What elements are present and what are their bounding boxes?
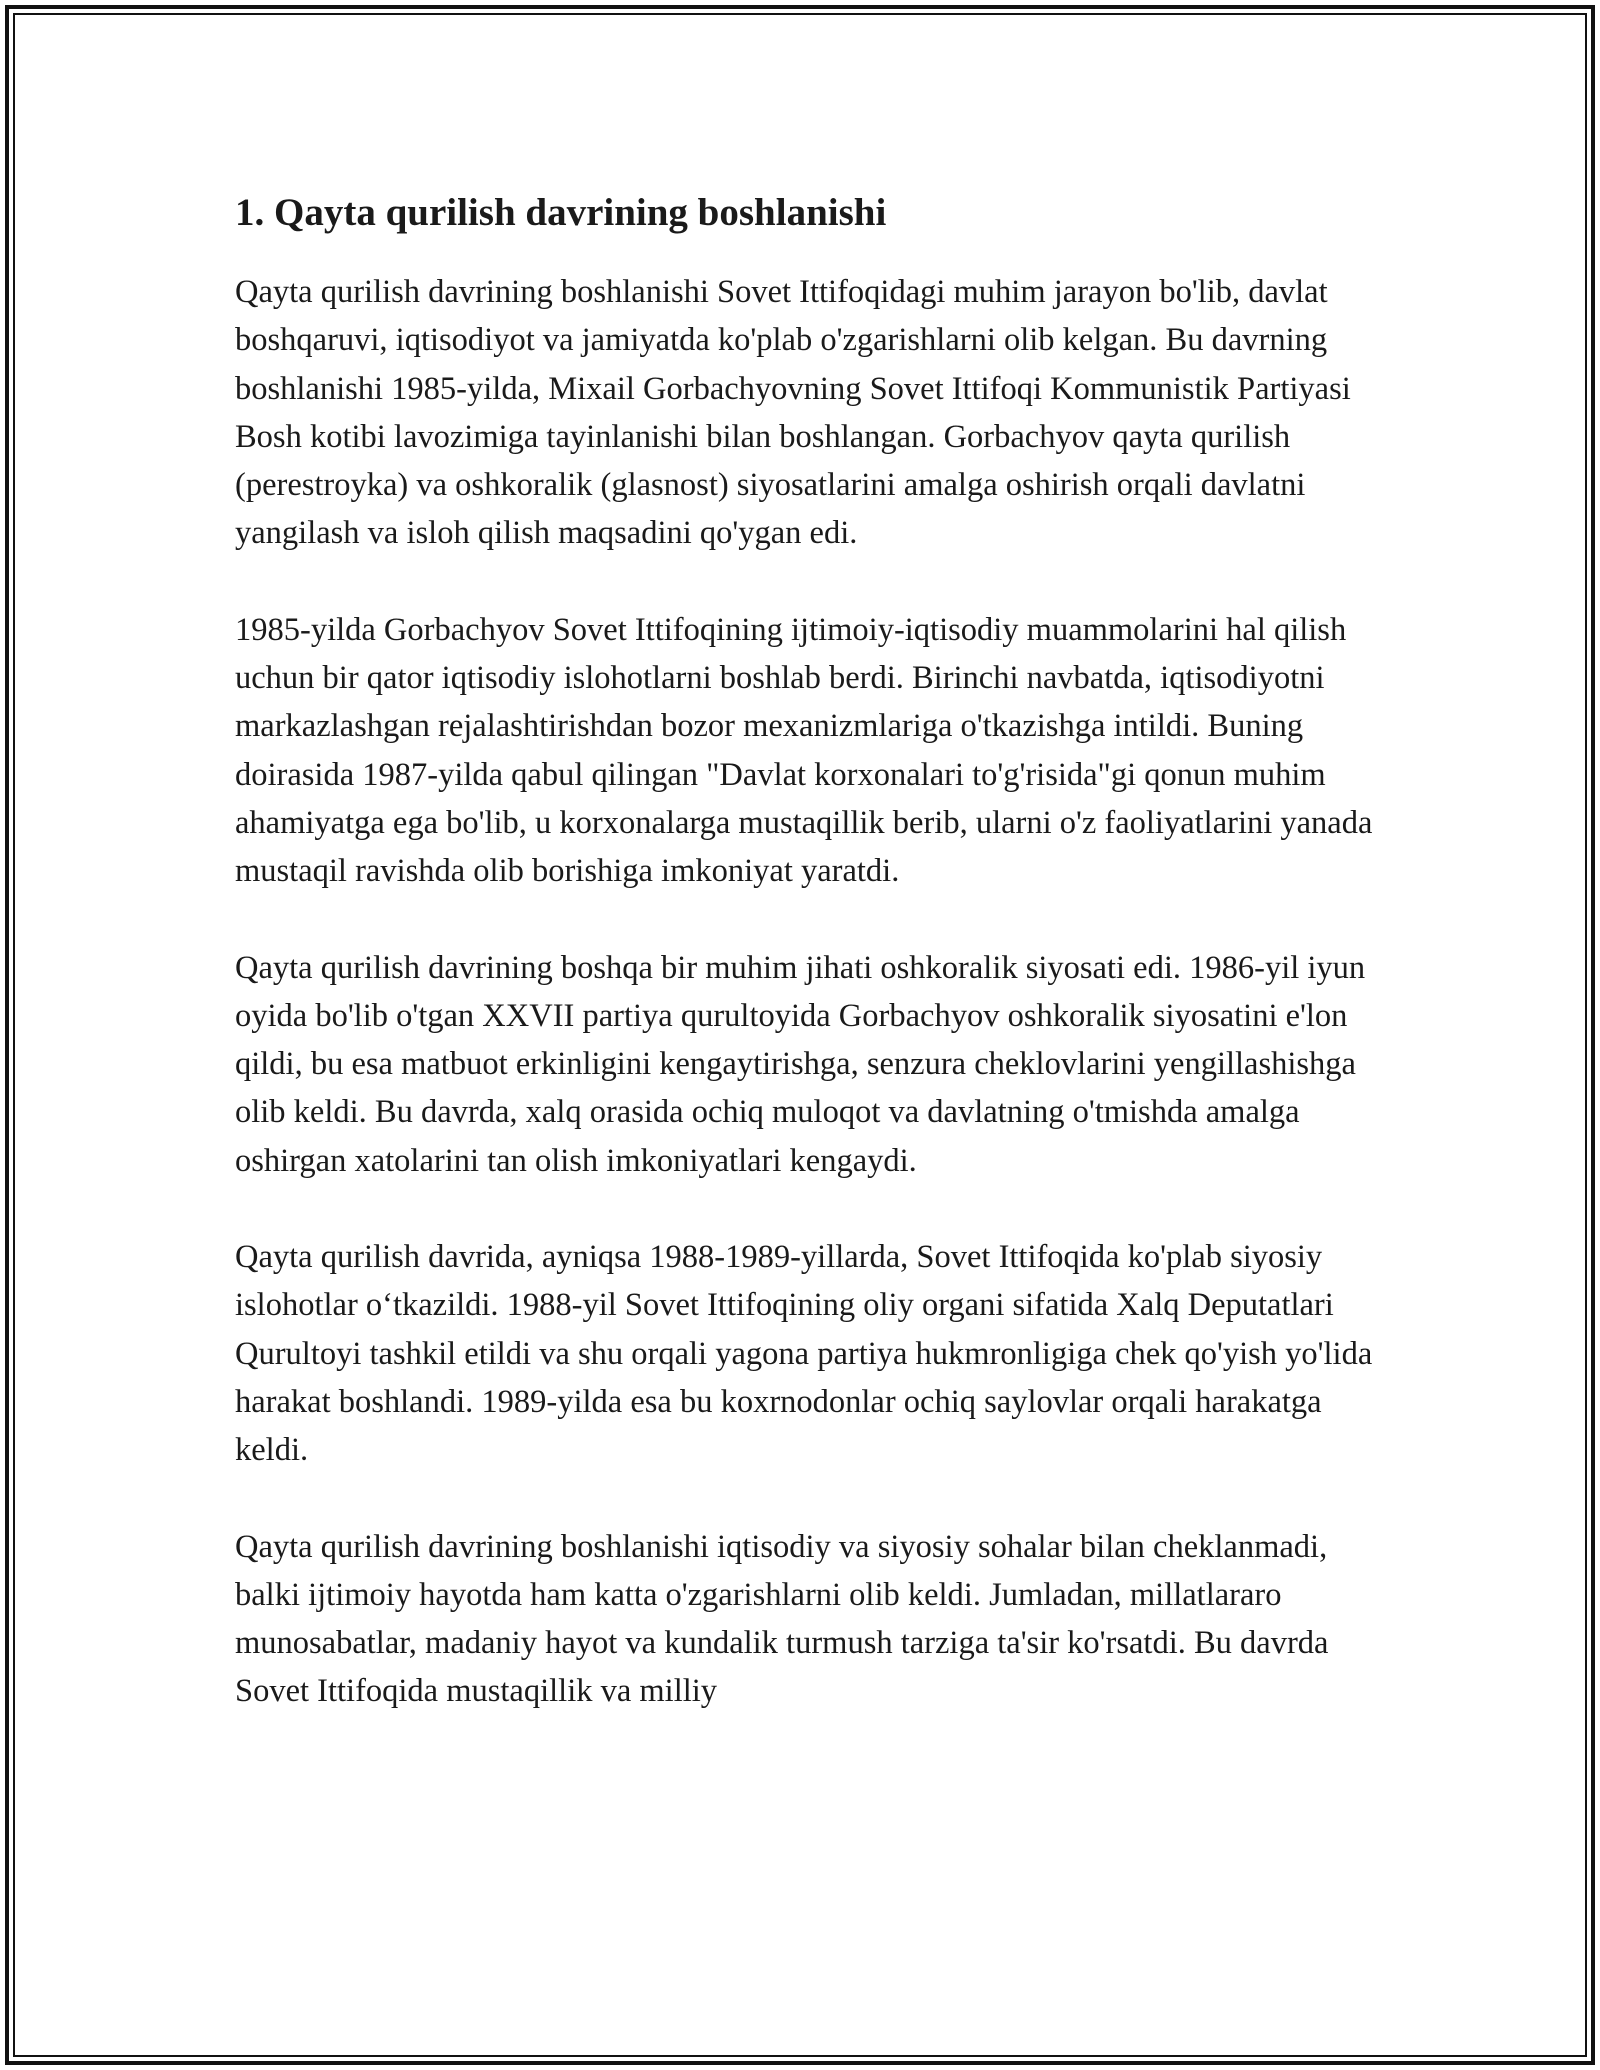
document-body xyxy=(235,188,1395,1764)
section-heading: 1. Qayta qurilish davrining boshlanishi xyxy=(235,191,887,234)
paragraph: Qayta qurilish davrining boshlanishi Sovet Ittifoqidagi muhim jarayon bo'lib, davlat boshqaruvi, iqtisodiyot va jamiyatda ko'plab o'zgarishlarni olib kelgan. Bu davrning boshlanishi 1985-yilda, Mixail Gorbachyovning Sovet Ittifoqi Kommunistik Partiyasi Bosh kotibi lavozimiga tayinlanishi bilan boshlangan. Gorbachyov qayta qurilish (perestroyka) va oshkoralik (glasnost) siyosatlarini amalga oshirish orqali davlatni yangilash va isloh qilish maqsadini qo'ygan edi. xyxy=(235,274,1351,552)
paragraph: 1985-yilda Gorbachyov Sovet Ittifoqining ijtimoiy-iqtisodiy muammolarini hal qilish uchun bir qator iqtisodiy islohotlarni boshlab berdi. Birinchi navbatda, iqtisodiyotni markazlashgan rejalashtirishdan bozor mexanizmlariga o'tkazishga intildi. Buning doirasida 1987-yilda qabul qilingan "Davlat korxonalari to'g'risida"gi qonun muhim ahamiyatga ega bo'lib, u korxonalarga mustaqillik berib, ularni o'z faoliyatlarini yanada mustaqil ravishda olib borishiga imkoniyat yaratdi. xyxy=(235,611,1373,890)
paragraph: Qayta qurilish davrining boshlanishi iqtisodiy va siyosiy sohalar bilan cheklanmadi, balki ijtimoiy hayotda ham katta o'zgarishlarni olib keldi. Jumladan, millatlararo munosabatlar, madaniy hayot va kundalik turmush tarziga ta'sir ko'rsatdi. Bu davrda Sovet Ittifoqida mustaqillik va milliy xyxy=(235,1528,1329,1710)
paragraph: Qayta qurilish davrida, ayniqsa 1988-1989-yillarda, Sovet Ittifoqida ko'plab siyosiy islohotlar o‘tkazildi. 1988-yil Sovet Ittifoqining oliy organi sifatida Xalq Deputatlari Qurultoyi tashkil etildi va shu orqali yagona partiya hukmronligiga chek qo'yish yo'lida harakat boshlandi. 1989-yilda esa bu koxrnodonlar ochiq saylovlar orqali harakatga keldi. xyxy=(235,1239,1373,1469)
paragraph: Qayta qurilish davrining boshqa bir muhim jihati oshkoralik siyosati edi. 1986-yil iyun oyida bo'lib o'tgan XXVII partiya qurultoyida Gorbachyov oshkoralik siyosatini e'lon qildi, bu esa matbuot erkinligini kengaytirishga, senzura cheklovlarini yengillashishga olib keldi. Bu davrda, xalq orasida ochiq muloqot va davlatning o'tmishda amalga oshirgan xatolarini tan olish imkoniyatlari kengaydi. xyxy=(235,949,1366,1179)
